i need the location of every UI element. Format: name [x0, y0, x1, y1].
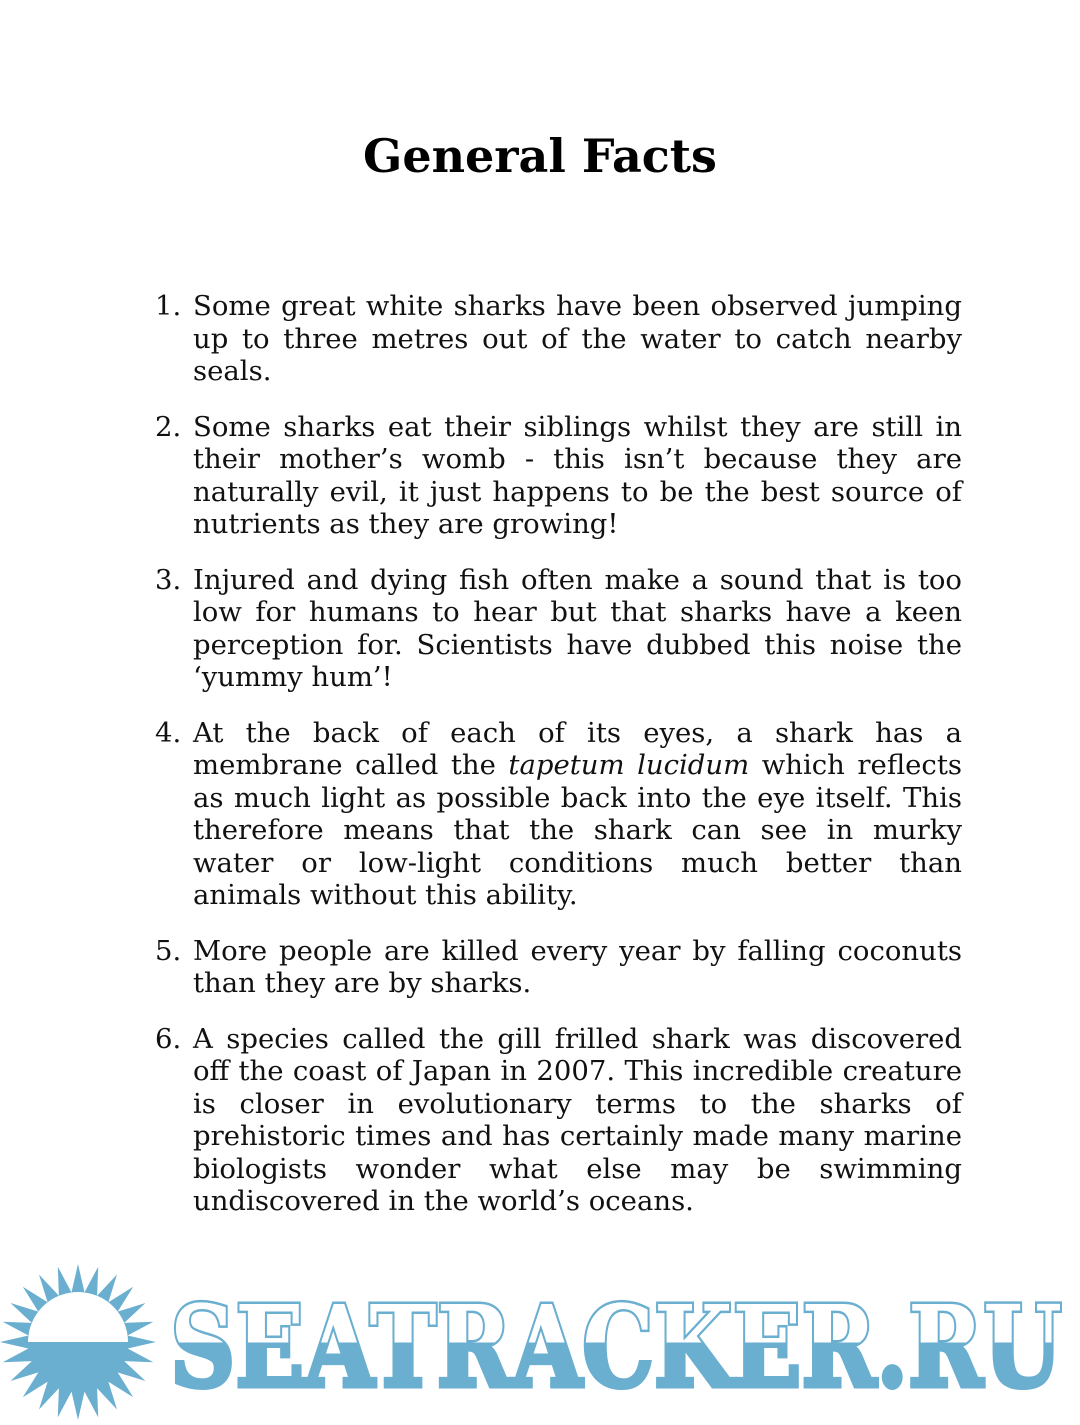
- fact-number: 1.: [155, 290, 182, 322]
- facts-list: [155, 290, 962, 1241]
- list-item: [155, 717, 962, 912]
- list-item: [155, 1023, 962, 1218]
- fact-text: Some great white sharks have been observed jumping up to three metres out of the water to catch nearby seals.: [193, 290, 962, 387]
- fact-number: 4.: [155, 716, 182, 749]
- fact-number: 5.: [155, 934, 182, 967]
- fact-text-part: At the back of each of its eyes, a shark has a membrane called the: [193, 716, 962, 781]
- fact-text: A species called the gill frilled shark was discovered off the coast of Japan in 2007. This incredible creature is closer in evolutionary terms to the sharks of prehistoric times and has certainly made many marine biologists wonder what else may be swimming undiscovered in the world’s oceans.: [193, 1022, 962, 1217]
- fact-number: 6.: [155, 1022, 182, 1055]
- fact-text: Some sharks eat their siblings whilst they are still in their mother’s womb - this isn’t because they are naturally evil, it just happens to be the best source of nutrients as they are growing!: [193, 410, 962, 540]
- fact-text-part: which reflects as much light as possible back into the eye itself. This therefore means that the shark can see in murky water or low-light conditions much better than animals without this ability.: [193, 749, 962, 911]
- list-item: [155, 411, 962, 541]
- fact-number: 3.: [155, 563, 182, 596]
- seatracker-logo[interactable]: [0, 1262, 1080, 1422]
- list-item: [155, 935, 962, 1000]
- page-title: General Facts: [363, 129, 717, 183]
- fact-text: More people are killed every year by falling coconuts than they are by sharks.: [193, 934, 962, 999]
- fact-text-italic: tapetum lucidum: [508, 749, 750, 781]
- fact-text: [193, 717, 962, 912]
- list-item: [155, 564, 962, 694]
- logo-text: SEATRACKER.RU: [170, 1282, 1062, 1413]
- fact-text: Injured and dying fish often make a sound that is too low for humans to hear but that sharks have a keen perception for. Scientists have dubbed this noise the ‘yummy hum’!: [193, 563, 962, 693]
- list-item: [155, 290, 962, 388]
- sun-burst-icon: [0, 1264, 156, 1420]
- fact-number: 2.: [155, 410, 182, 443]
